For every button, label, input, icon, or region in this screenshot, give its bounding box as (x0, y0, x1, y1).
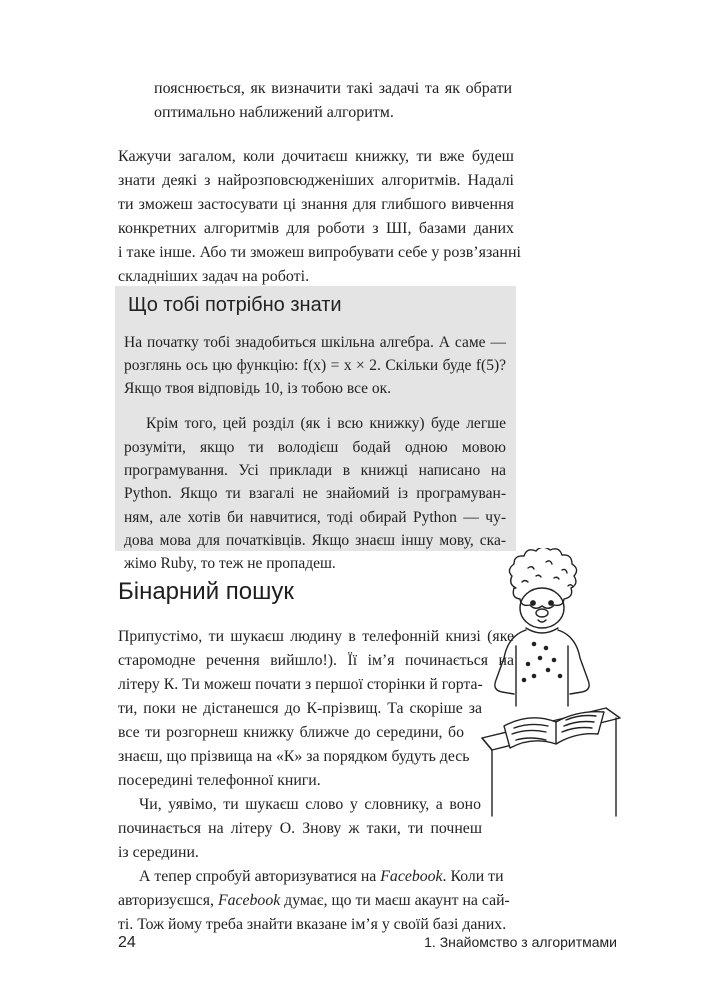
text-span: А тепер спробуй авторизуватися на (139, 868, 381, 885)
text-line: знати деякі з найрозповсюдженіших алгоритмів. Надалі (118, 172, 514, 189)
open-book (504, 712, 604, 748)
section-heading: Бінарний пошук (118, 578, 294, 605)
text-line: ти, поки не дістанешся до К-прізвищ. Та скоріше за (118, 700, 482, 717)
curly-hair (509, 548, 576, 608)
page-number: 24 (118, 934, 136, 951)
text-line: все ти розгорнеш книжку ближче до середини, бо (118, 724, 464, 741)
text-line: старомодне речення вийшло!). Її ім’я починається на (118, 652, 514, 669)
face (520, 588, 564, 628)
text-line: На початку тобі знадобиться шкільна алгебра. А саме — (124, 334, 506, 351)
text-span: авторизуєшся, (118, 892, 218, 909)
text-line (118, 889, 510, 913)
text-line: програмування. Усі приклади в книжці написано на (124, 462, 506, 479)
chapter-title: 1. Знайомство з алгоритмами (424, 934, 617, 950)
text-line: ти зможеш застосувати ці знання для глибшого вивчення (118, 196, 514, 213)
text-line: знаєш, що прізвища на «К» за порядком будуть десь (118, 748, 470, 765)
text-line: Кажучи загалом, коли дочитаєш книжку, ти вже будеш (118, 148, 514, 165)
text-span: . Коли ти (442, 868, 504, 885)
text-line: літеру К. Ти можеш почати з першої сторінки й горта- (118, 676, 483, 693)
text-span: думає, що ти маєш акаунт на сай- (280, 892, 510, 909)
text-span-italic: Facebook (380, 868, 443, 885)
text-line: розуміти, якщо ти володієш бодай одною мовою (124, 439, 506, 456)
text-line: Якщо твоя відповідь 10, із тобою все ок. (124, 380, 392, 397)
text-line: жімо Ruby, то теж не пропадеш. (124, 555, 336, 572)
text-line: посередині телефонної книги. (118, 772, 321, 789)
text-line: оптимально наближений алгоритм. (154, 104, 394, 121)
text-line: і таке інше. Або ти зможеш випробувати себе у розв’язанні (118, 244, 521, 261)
text-line: конкретних алгоритмів для роботи з ШІ, базами даних (118, 220, 514, 237)
text-line: Python. Якщо ти взагалі не знайомий із програмуван- (124, 485, 506, 502)
text-line: ті. Тож йому треба знайти вказане ім’я у своїй базі даних. (118, 916, 507, 933)
text-line: Крім того, цей розділ (як і всю книжку) буде легше (146, 415, 506, 432)
text-line: Чи, уявімо, ти шукаєш слово у словнику, а воно (139, 796, 481, 813)
text-line: Припустімо, ти шукаєш людину в телефонній книзі (яке (118, 628, 514, 645)
text-line: ням, але хотів би навчитися, тоді обирай Python — чу- (124, 509, 506, 526)
text-line (139, 865, 504, 889)
reader-illustration (476, 548, 626, 818)
text-line: розглянь ось цю функцію: f(x) = x × 2. Скільки буде f(5)? (124, 357, 506, 374)
text-line: починається на літеру О. Знову ж таки, ти почнеш (118, 820, 482, 837)
text-span-italic: Facebook (217, 892, 281, 909)
body (495, 628, 589, 706)
text-line: дова мова для початківців. Якщо знаєш іншу мову, ска- (124, 532, 506, 549)
sidebar-box-title: Що тобі потрібно знати (128, 294, 342, 316)
text-line: пояснюється, як визначити такі задачі та як обрати (154, 80, 512, 97)
text-line: складніших задач на роботі. (118, 268, 310, 285)
text-line: із середини. (118, 844, 199, 861)
